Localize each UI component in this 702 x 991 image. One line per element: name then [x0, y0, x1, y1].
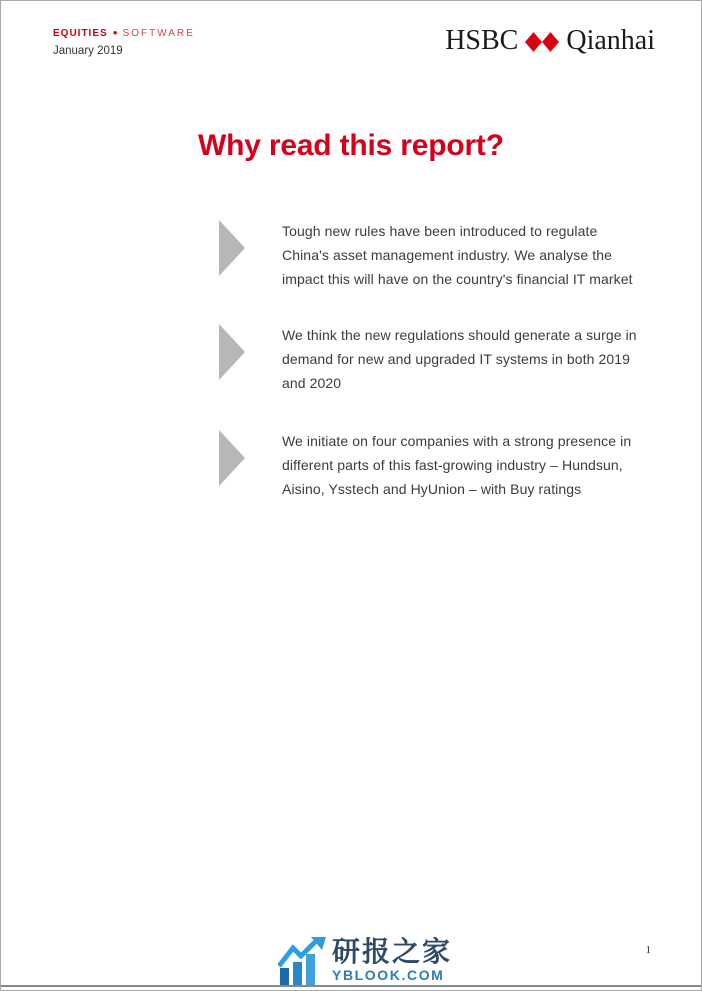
- bullet-text: We think the new regulations should generate a surge in demand for new and upgraded IT systems in both 2019 and 2020: [282, 327, 637, 391]
- brand-name-right: Qianhai: [566, 25, 655, 56]
- bullet-separator-icon: ●: [112, 28, 118, 37]
- footer-divider: [1, 985, 701, 987]
- triangle-marker-icon: [219, 220, 245, 276]
- bullet-text: Tough new rules have been introduced to regulate China's asset management industry. We analyse the impact this will have on the country's financial IT market: [282, 223, 633, 287]
- brand-name-left: HSBC: [445, 25, 519, 56]
- watermark-logo: [278, 937, 452, 987]
- watermark-cn-name: 研报之家: [332, 935, 453, 968]
- report-date: January 2019: [53, 45, 123, 57]
- triangle-marker-icon: [219, 430, 245, 486]
- page-title: Why read this report?: [198, 129, 504, 162]
- hsbc-hexagon-icon: [525, 32, 559, 52]
- sector-label: EQUITIES: [53, 28, 108, 39]
- bullet-text: We initiate on four companies with a strong presence in different parts of this fast-growing industry – Hundsun, Aisino, Ysstech and HyUnion – with Buy ratings: [282, 433, 632, 497]
- industry-label: SOFTWARE: [122, 28, 195, 39]
- triangle-marker-icon: [219, 324, 245, 380]
- watermark-site-url: YBLOOK.COM: [332, 967, 445, 984]
- summary-bullet: [219, 219, 644, 291]
- page-number: 1: [645, 944, 651, 956]
- watermark-text: [332, 937, 452, 982]
- chart-arrow-icon: [278, 937, 326, 987]
- brand-logo: [445, 27, 655, 55]
- sector-eyebrow: [53, 28, 195, 39]
- summary-bullet: [219, 429, 644, 501]
- summary-bullet: [219, 323, 644, 395]
